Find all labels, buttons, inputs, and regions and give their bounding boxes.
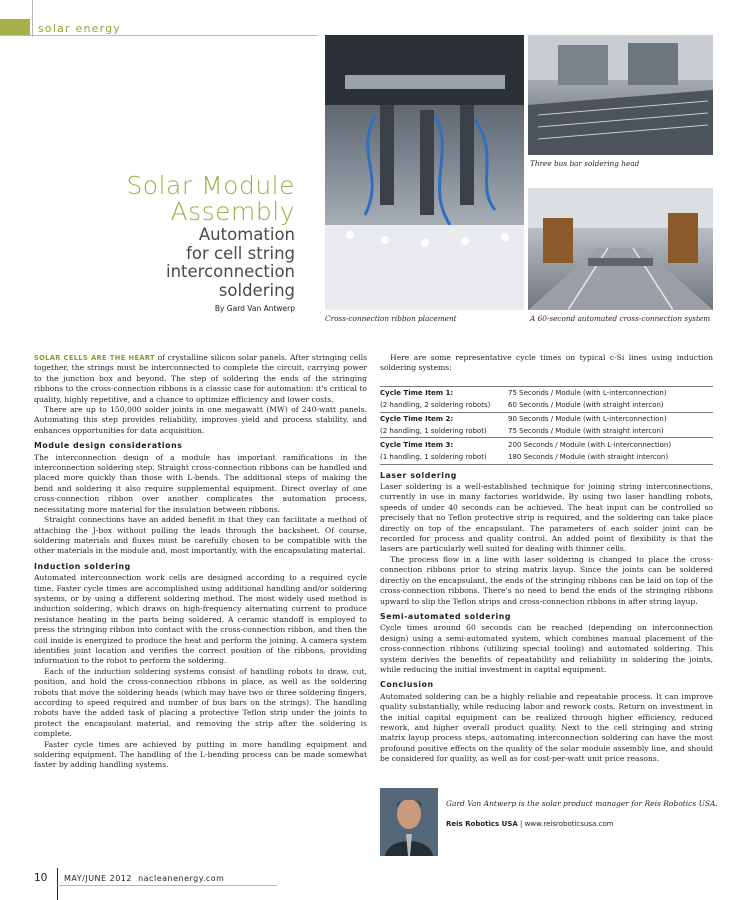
paragraph: Automated soldering can be a highly reliable and repeatable process. It can improve quality substantially, while reducing labor and rework costs. Return on investment in the initial capital equipment can be realized through higher efficiency, reduced rework, and higher overall product quality. Next to the cell stringing and string matrix layup process steps, automating interconnection soldering can have the most profound positive effects on the quality of the solar module assembly line, and should be considered for quality, as well as for cost-per-watt unit price reasons. bbox=[380, 691, 713, 764]
caption-top-right-photo: Three bus bar soldering head bbox=[530, 159, 640, 168]
table-cell-config: (2 handling, 2 soldering robots) bbox=[380, 401, 491, 410]
table-cell-time: 180 Seconds / Module (with straight intercon) bbox=[508, 451, 713, 464]
heading-conclusion: Conclusion bbox=[380, 680, 434, 690]
paragraph: Faster cycle times are achieved by putting in more handling equipment and soldering equipment. The handling of the L-bending process can be made somewhat faster by adding handling systems. bbox=[34, 739, 367, 770]
table-cell-config: Cycle Time Item 1: bbox=[380, 386, 508, 399]
caption-main-photo: Cross-connection ribbon placement bbox=[325, 314, 457, 323]
author-company-line: Reis Robotics USA | www.reisroboticsusa.com bbox=[446, 820, 614, 828]
article-title bbox=[35, 173, 295, 225]
table-cell-time: 90 Seconds / Module (with L-interconnection) bbox=[508, 412, 713, 425]
cycle-time-table bbox=[380, 386, 713, 465]
header-rule bbox=[0, 35, 318, 36]
author-company: Reis Robotics USA bbox=[446, 820, 518, 828]
table-cell-time: 60 Seconds / Module (with straight intercon) bbox=[508, 401, 664, 410]
paragraph: There are up to 150,000 solder joints in one megawatt (MW) of 240-watt panels. Automating this step provides reliability, improves yield and process stability, and enhances opportunities for data acquisition. bbox=[34, 405, 367, 435]
subtitle-line: for cell string bbox=[186, 243, 295, 263]
headshot-illustration bbox=[380, 788, 438, 856]
paragraph: The process flow in a line with laser soldering is changed to place the cross-connection ribbons prior to string matrix layup. Since the joints can be soldered directly on the encapsulant, the ends of the stringing ribbons can be laid on top of the cross-connection ribbons. There's no need to bend the ends of the stringing ribbons upward to slip the Teflon strips and cross-connection ribbons in after string layup. bbox=[380, 554, 713, 606]
robot-photo-illustration bbox=[325, 35, 524, 310]
caption-bottom-right-photo: A 60-second automated cross-connection system bbox=[530, 314, 711, 323]
author-website[interactable]: www.reisroboticsusa.com bbox=[524, 820, 614, 828]
subtitle-line: soldering bbox=[218, 280, 295, 300]
table-row bbox=[380, 451, 713, 464]
heading-laser-soldering: Laser soldering bbox=[380, 470, 457, 480]
paragraph: Laser soldering is a well-established technique for joining string interconnections, currently in use in many factories worldwide. By using two laser handling robots, speeds of under 40 seconds can be achieved. The heat input can be controlled so precisely that no Teflon protective strip is required, and the soldering can take place directly on top of the encapsulant. The parameters of each solder joint can be recorded for process and quality control. An added point of flexibility is that the lasers are particularly well suited for dealing with thinner cells. bbox=[380, 482, 713, 554]
table-cell-config: (1 handling, 1 soldering robot) bbox=[380, 451, 508, 464]
section-tab bbox=[0, 19, 30, 35]
photo-automated-cross-connection-system bbox=[528, 188, 713, 310]
table-row bbox=[380, 400, 713, 413]
paragraph: The interconnection design of a module has important ramifications in the interconnection soldering step. Straight cross-connection ribbons can be handled and placed more quickly than those with L-bends. The additional steps of making the bend and soldering it also require supplemental equipment. Direct overlay of one cross-connection ribbon over another complicates the automation process, necessitating more material for the insulation between ribbons. bbox=[34, 452, 367, 514]
title-line: Assembly bbox=[170, 197, 295, 226]
paragraph: Cycle times around 60 seconds can be reached (depending on interconnection design) using a semi-automated system, which combines manual placement of the cross-connection ribbons (utilizing special tooling) and automated soldering. This system derives the benefits of repeatability and reliability in soldering the joints, while reducing the initial investment in capital equipment. bbox=[380, 623, 713, 674]
cross-connection-system-illustration bbox=[528, 188, 713, 310]
table-cell-config: (2 handling, 1 soldering robot) bbox=[380, 427, 487, 436]
subtitle-line: Automation bbox=[198, 225, 295, 244]
table-cell-time: 75 Seconds / Module (with L-interconnection) bbox=[508, 386, 713, 399]
photo-cross-connection-ribbon bbox=[325, 35, 524, 310]
paragraph: Here are some representative cycle times on typical c-Si lines using induction soldering systems: bbox=[380, 353, 713, 373]
table-row bbox=[380, 425, 713, 438]
page-number: 10 bbox=[34, 872, 48, 884]
photo-bus-bar-soldering-head bbox=[528, 35, 713, 155]
article-subtitle bbox=[35, 226, 295, 300]
paragraph: Each of the induction soldering systems consist of handling robots to draw, cut, position, and hold the cross-connection ribbons in place, as well as the soldering robots that move the soldering heads (which may have two or three soldering fingers, according to speed required and number of bus bars on the strings). The handling robots have the added task of placing a protective Teflon strip under the joints to protect the encapsulant material, and removing the strip after the soldering is complete. bbox=[34, 666, 367, 739]
table-cell-config: Cycle Time Item 3: bbox=[380, 438, 508, 451]
footer-divider bbox=[57, 868, 58, 900]
author-bio: Gard Van Antwerp is the solar product manager for Reis Robotics USA. bbox=[446, 799, 718, 808]
table-row bbox=[380, 412, 713, 425]
paragraph-text: of crystalline silicon solar panels. After stringing cells together, the strings must be interconnected to complete the circuit, carrying power to the junction box and beyond. The step of soldering the ends of the stringing ribbons to the cross-connection ribbons is a classic case for automation: it's critical to quality, highly repetitive, and a chance to optimize efficiency and lower costs. bbox=[34, 353, 367, 404]
heading-module-design: Module design considerations bbox=[34, 441, 183, 451]
left-column bbox=[34, 353, 367, 771]
footer-issue: MAY/JUNE 2012 bbox=[64, 874, 132, 883]
footer-issue-line bbox=[64, 874, 224, 883]
footer-site[interactable]: nacleanenergy.com bbox=[138, 874, 225, 883]
table-cell-time: 200 Seconds / Module (with L-interconnection) bbox=[508, 438, 713, 451]
heading-induction-soldering: Induction soldering bbox=[34, 561, 131, 571]
paragraph: Automated interconnection work cells are designed according to a required cycle time. Faster cycle times are accomplished using additional handling and/or soldering systems, or by using a different soldering method. The most widely used method is induction soldering, which draws on high-frequency alternating current to produce resistance heating in the parts being soldered. A ceramic standoff is employed to press the stringing ribbon into contact with the cross-connection ribbon, and then the coil inside is energized to produce the heat and perform the joining. A camera system identifies joint location and verifies the correct position of the ribbons, providing information to the robot to perform the soldering. bbox=[34, 573, 367, 666]
title-line: Solar Module bbox=[126, 171, 295, 200]
author-headshot bbox=[380, 788, 438, 856]
lead-in: SOLAR CELLS ARE THE HEART bbox=[34, 354, 155, 362]
table-row bbox=[380, 438, 713, 451]
section-label: solar energy bbox=[38, 22, 122, 35]
table-row bbox=[380, 386, 713, 399]
paragraph bbox=[34, 353, 367, 405]
heading-semi-automated: Semi-automated soldering bbox=[380, 611, 512, 621]
paragraph: Straight connections have an added benefit in that they can facilitate a method of attaching the J-box without pulling the leads through the backsheet. Of course, soldering materials and fluxes must be carefully chosen to be compatible with the other materials in the module and, most importantly, with the encapsulating material. bbox=[34, 515, 367, 556]
right-column bbox=[380, 353, 713, 765]
table-cell-config: Cycle Time Item 2: bbox=[380, 412, 508, 425]
header-divider bbox=[32, 0, 33, 37]
byline: By Gard Van Antwerp bbox=[214, 304, 295, 313]
footer-rule bbox=[57, 885, 277, 886]
soldering-head-illustration bbox=[528, 35, 713, 155]
table-cell-time: 75 Seconds / Module (with straight intercon) bbox=[508, 427, 664, 436]
subtitle-line: interconnection bbox=[166, 262, 295, 281]
